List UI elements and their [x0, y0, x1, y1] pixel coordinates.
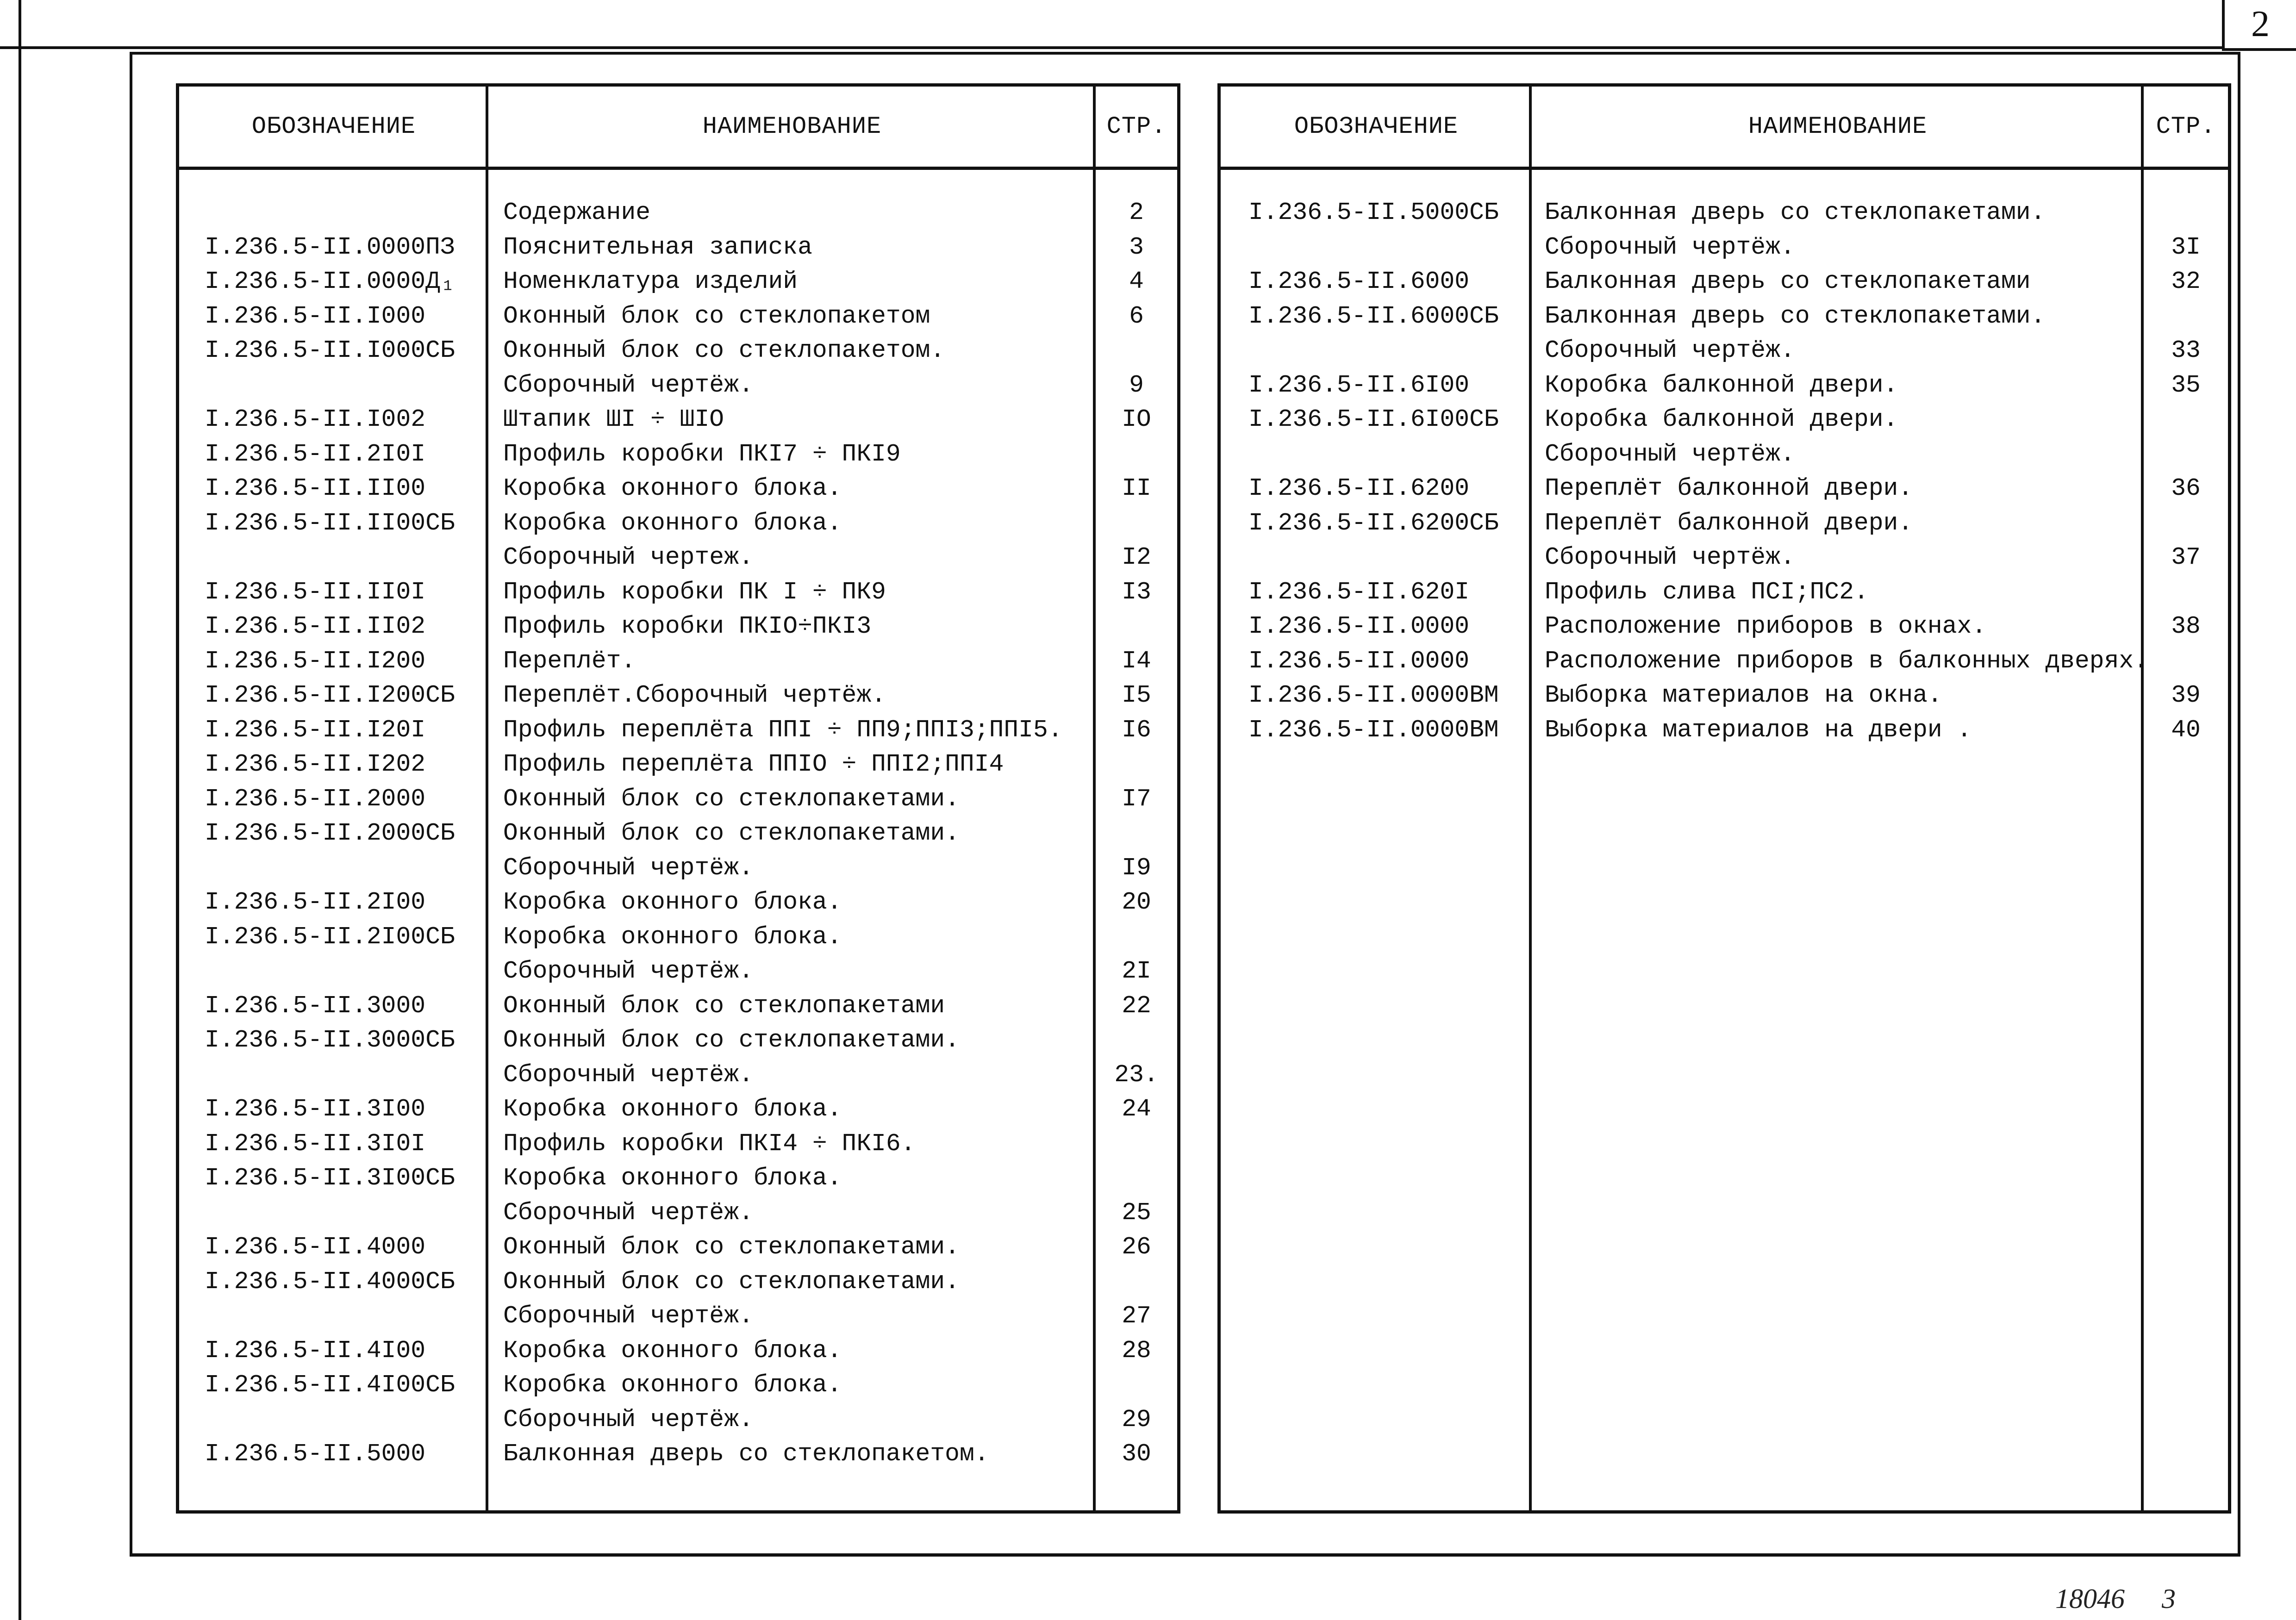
header-name: НАИМЕНОВАНИЕ: [1748, 113, 1928, 140]
row-name: Сборочный чертёж.: [1545, 440, 1795, 468]
table-row: [179, 402, 1177, 436]
row-name: Оконный блок со стеклопакетами.: [503, 1026, 960, 1054]
table-row: [179, 1127, 1177, 1161]
row-name: Сборочный чертёж.: [1545, 233, 1795, 261]
row-page: 3I: [2171, 233, 2201, 261]
row-page: [2144, 299, 2228, 333]
row-page: [1096, 1023, 1177, 1057]
row-name: Сборочный чертёж.: [503, 1302, 754, 1330]
row-name: Выборка материалов на двери .: [1545, 716, 1972, 744]
row-code: I.236.5-II.II0I: [205, 578, 426, 606]
table-row: [179, 1265, 1177, 1299]
row-name: Балконная дверь со стеклопакетом.: [503, 1440, 989, 1468]
row-code: [205, 540, 482, 574]
row-page: [2144, 575, 2228, 609]
row-page: 2: [1129, 199, 1144, 226]
row-name: Оконный блок со стеклопакетами.: [503, 819, 960, 847]
row-page: 9: [1129, 371, 1144, 399]
row-name: Переплёт.Сборочный чертёж.: [503, 681, 886, 709]
row-name: Сборочный чертёж.: [503, 1060, 754, 1089]
row-code: I.236.5-II.2000СБ: [205, 819, 455, 847]
row-code: I.236.5-II.620I: [1248, 578, 1470, 606]
footer-doc-id: 18046: [2055, 1583, 2125, 1614]
row-name: Коробка оконного блока.: [503, 509, 842, 537]
row-page: [2144, 402, 2228, 436]
row-name: Переплёт балконной двери.: [1545, 509, 1913, 537]
table-row: [179, 195, 1177, 230]
table-row: [1221, 644, 2228, 678]
table-row: [179, 747, 1177, 781]
table-row: [1221, 195, 2228, 230]
table-row: [1221, 299, 2228, 333]
row-name: Сборочный чертёж.: [503, 1405, 754, 1433]
row-name: Выборка материалов на окна.: [1545, 681, 1942, 709]
table-row: [179, 1058, 1177, 1092]
row-page: [1096, 747, 1177, 781]
row-name: Оконный блок со стеклопакетом: [503, 302, 930, 330]
row-name: Переплёт балконной двери.: [1545, 474, 1913, 502]
table-row: [1221, 264, 2228, 299]
row-name: Коробка оконного блока.: [503, 922, 842, 951]
row-name: Оконный блок со стеклопакетами.: [503, 1267, 960, 1296]
row-name: Коробка оконного блока.: [503, 474, 842, 502]
row-name: Сборочный чертеж.: [503, 543, 754, 571]
row-code: [205, 851, 482, 885]
row-page: 23.: [1114, 1060, 1159, 1089]
row-code: I.236.5-II.I200: [205, 647, 426, 675]
row-name: Коробка балконной двери.: [1545, 371, 1898, 399]
row-page: IO: [1122, 405, 1151, 433]
inner-border-bottom: [130, 1553, 2240, 1557]
row-code: [1248, 230, 1526, 264]
row-page: 29: [1122, 1405, 1151, 1433]
table-row: [179, 678, 1177, 712]
row-code: I.236.5-II.5000: [205, 1440, 426, 1468]
row-page: 2I: [1122, 957, 1151, 985]
row-code: [205, 1196, 482, 1230]
table-row: [1221, 540, 2228, 574]
row-name: Балконная дверь со стеклопакетами.: [1545, 302, 2046, 330]
row-code: I.236.5-II.3000СБ: [205, 1026, 455, 1054]
row-code: I.236.5-II.4I00: [205, 1336, 426, 1365]
frame-top: [0, 46, 2222, 49]
row-code: [205, 1299, 482, 1333]
table-row: [179, 540, 1177, 574]
row-code: I.236.5-II.2I00СБ: [205, 922, 455, 951]
table-row: [179, 575, 1177, 609]
row-code: I.236.5-II.3I00: [205, 1095, 426, 1123]
row-page: I6: [1122, 716, 1151, 744]
row-code: I.236.5-II.0000Д₁: [205, 268, 455, 295]
row-name: Сборочный чертёж.: [503, 957, 754, 985]
row-name: Сборочный чертёж.: [1545, 543, 1795, 571]
table-row: [179, 1023, 1177, 1057]
row-page: [1096, 1161, 1177, 1195]
header-name: НАИМЕНОВАНИЕ: [702, 113, 882, 140]
row-name: Оконный блок со стеклопакетами.: [503, 785, 960, 813]
table-row: [179, 609, 1177, 643]
row-page: 24: [1122, 1095, 1151, 1123]
table-row: [179, 782, 1177, 816]
row-page: 35: [2171, 371, 2201, 399]
table-row: [179, 299, 1177, 333]
table-row: [179, 851, 1177, 885]
table-row: [1221, 437, 2228, 471]
row-page: 28: [1122, 1336, 1151, 1365]
row-page: I5: [1122, 681, 1151, 709]
table-row: [179, 1333, 1177, 1368]
table-row: [179, 1402, 1177, 1437]
row-name: Сборочный чертёж.: [503, 854, 754, 882]
table-row: [1221, 506, 2228, 540]
row-page: [2144, 644, 2228, 678]
table-row: [179, 713, 1177, 747]
row-page: 6: [1129, 302, 1144, 330]
row-name: Коробка оконного блока.: [503, 888, 842, 916]
row-page: 38: [2171, 612, 2201, 640]
row-page: [1096, 609, 1177, 643]
row-page: [1096, 506, 1177, 540]
header-code: ОБОЗНАЧЕНИЕ: [251, 113, 416, 140]
row-name: Балконная дверь со стеклопакетами: [1545, 268, 2031, 295]
row-code: [1248, 333, 1526, 368]
table-row: [179, 1230, 1177, 1264]
table-row: [179, 644, 1177, 678]
row-page: 39: [2171, 681, 2201, 709]
row-page: [1096, 1127, 1177, 1161]
row-code: [205, 368, 482, 402]
row-code: I.236.5-II.0000ВМ: [1248, 681, 1499, 709]
table-row: [1221, 402, 2228, 436]
row-page: [2144, 437, 2228, 471]
row-code: I.236.5-II.6000: [1248, 268, 1470, 295]
row-code: I.236.5-II.2000: [205, 785, 426, 813]
row-name: Профиль коробки ПК I ÷ ПК9: [503, 578, 886, 606]
row-code: I.236.5-II.6200: [1248, 474, 1470, 502]
row-name: Сборочный чертёж.: [1545, 336, 1795, 364]
table-row: [1221, 609, 2228, 643]
table-row: [179, 1092, 1177, 1126]
row-page: [1096, 333, 1177, 368]
row-page: 3: [1129, 233, 1144, 261]
row-name: Коробка оконного блока.: [503, 1095, 842, 1123]
table-row: [179, 333, 1177, 368]
table-row: [179, 885, 1177, 919]
table-row: [179, 816, 1177, 850]
table-row: [179, 1161, 1177, 1195]
row-code: I.236.5-II.6000СБ: [1248, 302, 1499, 330]
footer-sheet-id: [2055, 1583, 2213, 1615]
frame-left-edge: [19, 0, 21, 1620]
row-name: Коробка оконного блока.: [503, 1164, 842, 1192]
row-name: Расположение приборов в балконных дверях.: [1545, 647, 2149, 675]
table-row: [179, 1437, 1177, 1471]
row-code: I.236.5-II.I20I: [205, 716, 426, 744]
row-name: Профиль коробки ПКI7 ÷ ПКI9: [503, 440, 901, 468]
row-name: Штапик ШI ÷ ШIO: [503, 405, 724, 433]
row-page: 36: [2171, 474, 2201, 502]
row-page: 40: [2171, 716, 2201, 744]
table-row: [179, 1368, 1177, 1402]
header-page: СТР.: [2156, 113, 2216, 140]
row-name: Профиль коробки ПКIO÷ПКI3: [503, 612, 872, 640]
table-row: [1221, 230, 2228, 264]
row-page: 25: [1122, 1198, 1151, 1227]
row-code: I.236.5-II.I000СБ: [205, 336, 455, 364]
row-code: [205, 1058, 482, 1092]
row-code: [1248, 437, 1526, 471]
row-page: [2144, 195, 2228, 230]
row-code: I.236.5-II.4I00СБ: [205, 1371, 455, 1399]
table-row: [1221, 471, 2228, 505]
inner-border-top: [130, 52, 2240, 55]
row-code: I.236.5-II.4000СБ: [205, 1267, 455, 1296]
row-code: I.236.5-II.0000: [1248, 612, 1470, 640]
row-code: I.236.5-II.0000ВМ: [1248, 716, 1499, 744]
row-name: Профиль коробки ПКI4 ÷ ПКI6.: [503, 1129, 916, 1158]
row-page: 37: [2171, 543, 2201, 571]
row-page: 26: [1122, 1233, 1151, 1261]
table-row: [179, 920, 1177, 954]
table-row: [1221, 713, 2228, 747]
row-name: Переплёт.: [503, 647, 636, 675]
row-code: I.236.5-II.I200СБ: [205, 681, 455, 709]
table-row: [179, 506, 1177, 540]
row-name: Расположение приборов в окнах.: [1545, 612, 1987, 640]
table-row: [179, 1299, 1177, 1333]
row-page: [1096, 1265, 1177, 1299]
row-code: I.236.5-II.II00: [205, 474, 426, 502]
row-page: II: [1122, 474, 1151, 502]
table-row: [179, 230, 1177, 264]
row-name: Профиль переплёта ППI ÷ ПП9;ППI3;ППI5.: [503, 716, 1063, 744]
row-code: I.236.5-II.0000: [1248, 647, 1470, 675]
row-name: Оконный блок со стеклопакетами: [503, 991, 945, 1020]
row-page: 27: [1122, 1302, 1151, 1330]
row-code: I.236.5-II.2I00: [205, 888, 426, 916]
row-page: 32: [2171, 268, 2201, 295]
inner-border-left: [130, 52, 132, 1556]
footer-sheet-number: 3: [2162, 1583, 2176, 1614]
table-row: [179, 264, 1177, 299]
row-name: Коробка балконной двери.: [1545, 405, 1898, 433]
row-code: I.236.5-II.0000ПЗ: [205, 233, 455, 261]
table-row: [179, 437, 1177, 471]
row-name: Пояснительная записка: [503, 233, 812, 261]
row-code: [205, 1402, 482, 1437]
row-page: 20: [1122, 888, 1151, 916]
row-code: I.236.5-II.II00СБ: [205, 509, 455, 537]
row-code: I.236.5-II.4000: [205, 1233, 426, 1261]
table-row: [1221, 678, 2228, 712]
row-code: [205, 195, 482, 230]
row-code: I.236.5-II.II02: [205, 612, 426, 640]
row-page: [1096, 816, 1177, 850]
row-code: I.236.5-II.3I0I: [205, 1129, 426, 1158]
row-page: [1096, 920, 1177, 954]
row-code: I.236.5-II.I002: [205, 405, 426, 433]
table-row: [179, 954, 1177, 988]
row-code: I.236.5-II.5000СБ: [1248, 199, 1499, 226]
row-code: I.236.5-II.6I00: [1248, 371, 1470, 399]
table-row: [1221, 368, 2228, 402]
row-name: Профиль слива ПСI;ПС2.: [1545, 578, 1869, 606]
row-page: [2144, 506, 2228, 540]
row-name: Оконный блок со стеклопакетами.: [503, 1233, 960, 1261]
contents-table-left: [176, 83, 1180, 1514]
row-name: Сборочный чертёж.: [503, 1198, 754, 1227]
row-name: Содержание: [503, 199, 651, 226]
table-row: [179, 368, 1177, 402]
row-name: Оконный блок со стеклопакетом.: [503, 336, 945, 364]
row-page: [1096, 1368, 1177, 1402]
row-page: I4: [1122, 647, 1151, 675]
row-code: I.236.5-II.I202: [205, 750, 426, 778]
row-code: I.236.5-II.2I0I: [205, 440, 426, 468]
row-code: [205, 954, 482, 988]
row-page: 4: [1129, 268, 1144, 295]
header-code: ОБОЗНАЧЕНИЕ: [1294, 113, 1459, 140]
header-page: СТР.: [1106, 113, 1167, 140]
table-header: [179, 87, 1177, 170]
table-row: [179, 989, 1177, 1023]
row-page: I3: [1122, 578, 1151, 606]
row-name: Профиль переплёта ППIO ÷ ППI2;ППI4: [503, 750, 1004, 778]
row-page: I9: [1122, 854, 1151, 882]
table-row: [1221, 333, 2228, 368]
row-code: I.236.5-II.I000: [205, 302, 426, 330]
row-code: I.236.5-II.6200СБ: [1248, 509, 1499, 537]
page-number: 2: [2222, 0, 2296, 51]
row-code: I.236.5-II.6I00СБ: [1248, 405, 1499, 433]
row-name: Номенклатура изделий: [503, 268, 798, 295]
row-name: Коробка оконного блока.: [503, 1336, 842, 1365]
row-code: I.236.5-II.3I00СБ: [205, 1164, 455, 1192]
row-page: 22: [1122, 991, 1151, 1020]
table-row: [179, 1196, 1177, 1230]
row-page: I7: [1122, 785, 1151, 813]
row-code: I.236.5-II.3000: [205, 991, 426, 1020]
row-code: [1248, 540, 1526, 574]
row-name: Коробка оконного блока.: [503, 1371, 842, 1399]
table-row: [179, 471, 1177, 505]
row-name: Сборочный чертёж.: [503, 371, 754, 399]
row-page: [1096, 437, 1177, 471]
row-page: 33: [2171, 336, 2201, 364]
table-header: [1221, 87, 2228, 170]
row-page: I2: [1122, 543, 1151, 571]
table-row: [1221, 575, 2228, 609]
row-name: Балконная дверь со стеклопакетами.: [1545, 199, 2046, 226]
contents-table-right: [1217, 83, 2231, 1514]
row-page: 30: [1122, 1440, 1151, 1468]
inner-border-right: [2238, 52, 2240, 1556]
